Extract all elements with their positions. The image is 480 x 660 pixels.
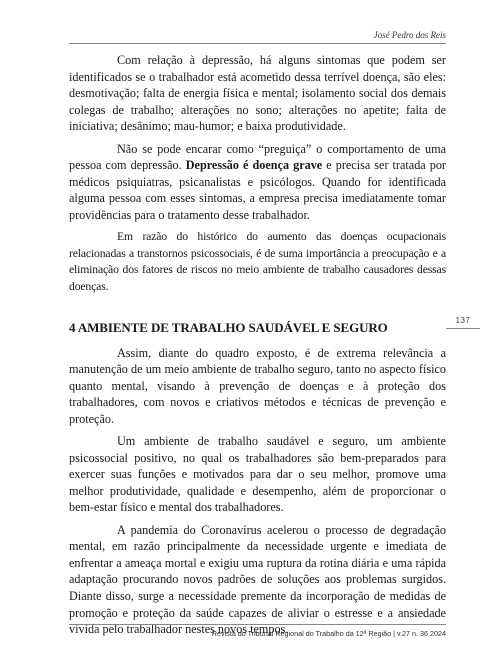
- paragraph-healthy-environment: Um ambiente de trabalho saudável e seguro, um ambiente psicossocial positivo, no qual os trabalhadores são bem-preparados para exercer suas funções e motivados para dar o seu melhor, promove uma melhor produtividade, qualidade e desempenho, além de proporcionar o bem-estar físico e mental dos trabalhadores.: [69, 434, 446, 515]
- emphasis-text: Depressão é doença grave: [185, 158, 323, 173]
- paragraph-safe-environment: Assim, diante do quadro exposto, é de extrema relevância a manutenção de um meio ambiente de trabalho seguro, tanto no aspecto físico quanto mental, visando à prevenção de doenças e à proteção dos trabalhadores, com novos e criativos métodos e técnicas de prevenção e proteção.: [69, 345, 446, 426]
- paragraph-pandemic: A pandemia do Coronavírus acelerou o processo de degradação mental, em razão principalmente da necessidade urgente e imediata de enfrentar a ameaça mortal e exigiu uma ruptura da rotina diária e uma rápida adaptação procurando novos padrões de soluções aos problemas surgidos. Diante disso, surge a necessidade premente da incorporação de medidas de promoção e proteção da saúde capazes de aliviar o estresse e a ansiedade vivida pelo trabalhador nestes novos tempos.: [69, 522, 446, 637]
- section-heading: 4 AMBIENTE DE TRABALHO SAUDÁVEL E SEGURO: [69, 319, 388, 335]
- article-body: [69, 52, 446, 638]
- paragraph-depression-illness: [69, 141, 446, 224]
- running-header-author: José Pedro dos Reis: [373, 30, 446, 40]
- footer-journal-citation: Revista do Tribunal Regional do Trabalho da 12ª Região | v.27 n. 36 2024: [211, 629, 446, 638]
- paragraph-depression-symptoms: Com relação à depressão, há alguns sintomas que podem ser identificados se o trabalhador está acometido dessa terrível doença, são eles: desmotivação; falta de energia física e mental; isolamento social dos demais colegas de trabalho; alterações no sono; alterações no apetite; falta de iniciativa; desânimo; mau-humor; e baixa produtividade.: [69, 53, 446, 134]
- header-divider: [69, 43, 446, 44]
- paragraph-text-start: Não se pode encarar como “preguiça” o comportamento de uma pessoa com depressão.: [69, 141, 446, 173]
- paragraph-text-end: e precisa ser tratada por médicos psiquiatras, psicanalistas e psicólogos. Quando for identificada alguma pessoa com esses sintomas, a empresa precisa imediatamente tomar providências para o tratamento desse trabalhador.: [69, 158, 446, 222]
- footer-divider: [69, 624, 446, 625]
- page-number: 137: [446, 316, 480, 329]
- paragraph-occupational-diseases: Em razão do histórico do aumento das doenças ocupacionais relacionadas a transtornos psicossociais, é de suma importância a preocupação e a eliminação dos fatores de riscos no meio ambiente de trabalho causadores dessas doenças.: [69, 230, 446, 293]
